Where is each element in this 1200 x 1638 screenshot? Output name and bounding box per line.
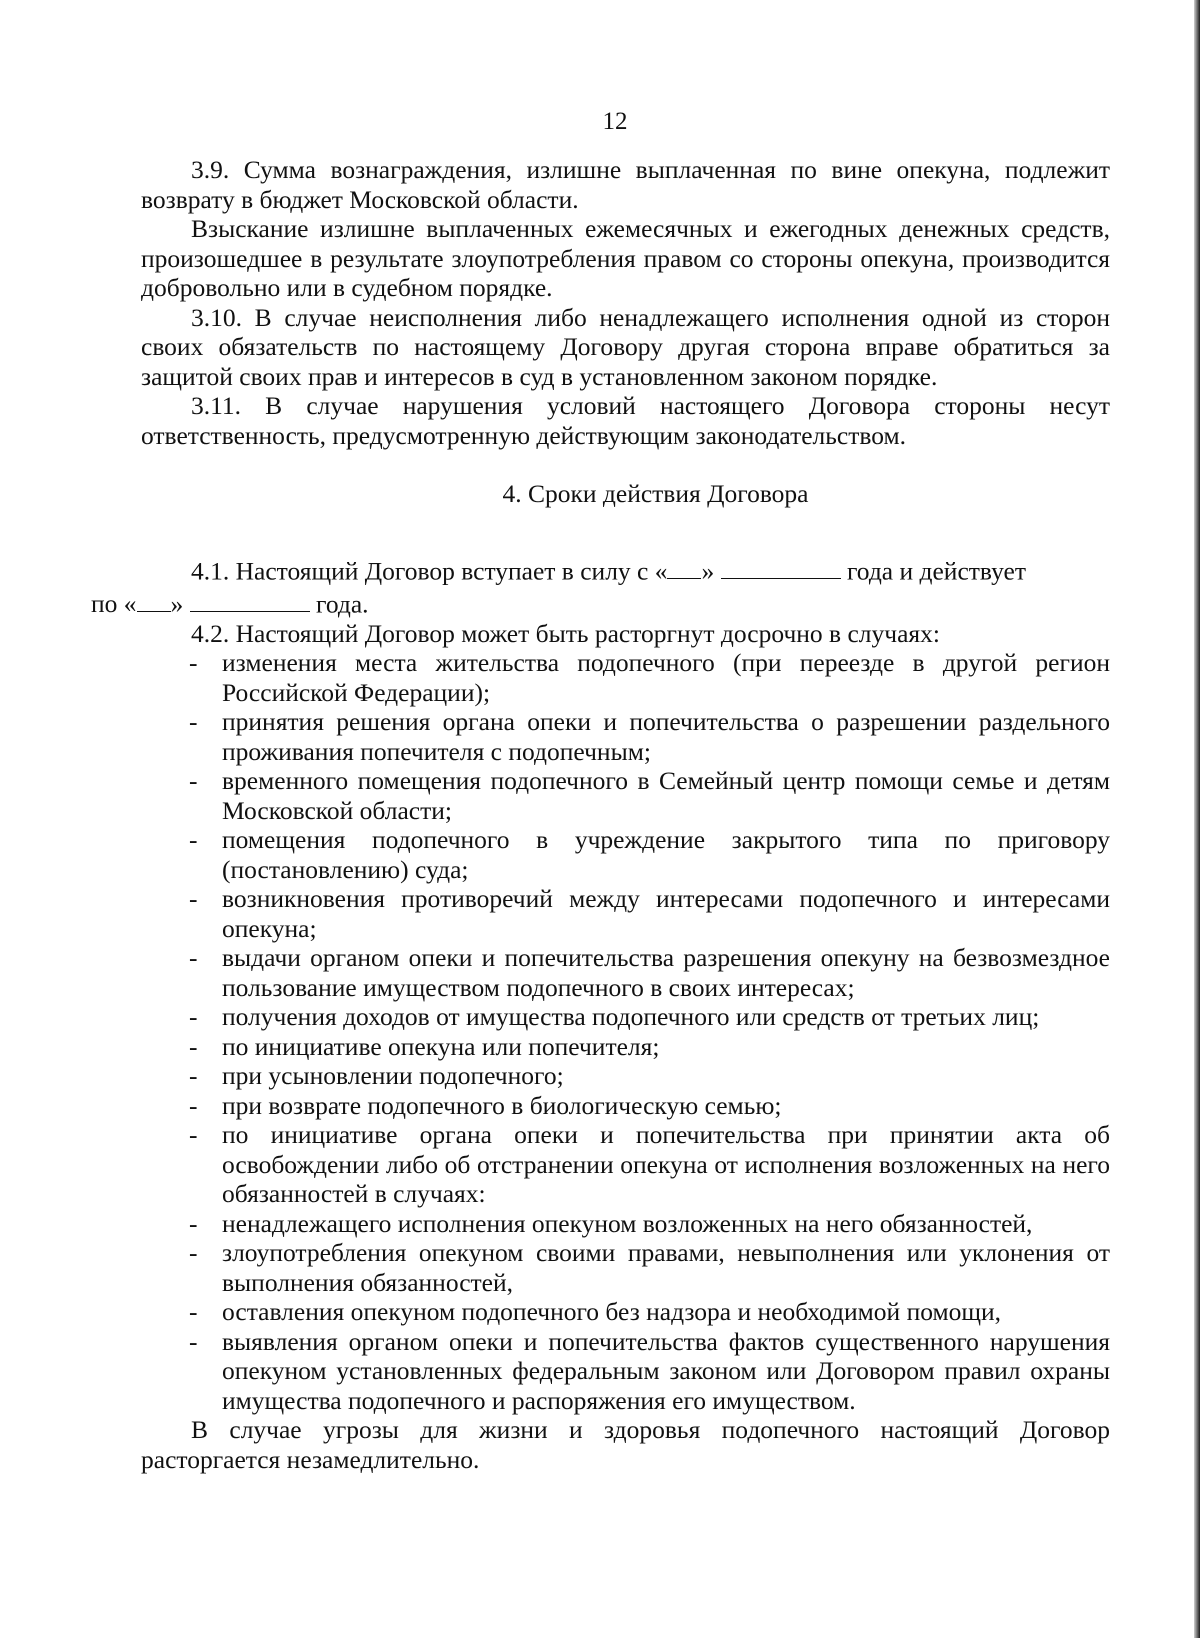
- dash-bullet: -: [189, 766, 198, 795]
- paragraph-3-11: 3.11. В случае нарушения условий настоящего Договора стороны несут ответственность, предусмотренную действующим законодательством.: [141, 391, 1110, 450]
- list-item: [141, 1297, 1110, 1327]
- list-item: [141, 766, 1110, 825]
- list-item-text: помещения подопечного в учреждение закрытого типа по приговору (постановлению) суда;: [222, 825, 1110, 884]
- paragraph-recovery: Взыскание излишне выплаченных ежемесячных и ежегодных денежных средств, произошедшее в результате злоупотребления правом со стороны опекуна, производится добровольно или в судебном порядке.: [141, 214, 1110, 302]
- list-item-text: временного помещения подопечного в Семейный центр помощи семье и детям Московской области;: [222, 766, 1110, 825]
- list-item: [141, 1120, 1110, 1209]
- list-item: [141, 1091, 1110, 1121]
- list-item-text: по инициативе опекуна или попечителя;: [222, 1031, 660, 1061]
- list-item-text: изменения места жительства подопечного (при переезде в другой регион Российской Федерации);: [222, 648, 1110, 707]
- clause-4-1-start: 4.1. Настоящий Договор вступает в силу с «: [191, 556, 668, 585]
- list-item: [141, 1061, 1110, 1091]
- list-item-text: возникновения противоречий между интересами подопечного и интересами опекуна;: [222, 884, 1110, 943]
- closing-paragraph: В случае угрозы для жизни и здоровья подопечного настоящий Договор расторгается незамедлительно.: [141, 1415, 1110, 1474]
- dash-bullet: -: [189, 1208, 198, 1238]
- end-month-blank: [190, 586, 310, 613]
- dash-bullet: -: [189, 825, 198, 854]
- clause-4-1-end-prefix: по «: [91, 589, 137, 618]
- dash-bullet: -: [189, 648, 198, 677]
- list-item-text: оставления опекуном подопечного без надзора и необходимой помощи,: [222, 1297, 1002, 1326]
- page-number: 12: [602, 108, 628, 135]
- list-item: [141, 707, 1110, 766]
- dash-bullet: -: [189, 1031, 198, 1061]
- document-body: [91, 155, 1110, 1474]
- list-item: [141, 648, 1110, 707]
- paragraph-3-9: 3.9. Сумма вознаграждения, излишне выплаченная по вине опекуна, подлежит возврату в бюджет Московской области.: [141, 155, 1110, 214]
- list-item-text: получения доходов от имущества подопечного или средств от третьих лиц;: [222, 1002, 1040, 1031]
- dash-bullet: -: [189, 1090, 198, 1120]
- dash-bullet: -: [189, 943, 198, 972]
- list-item-text: выдачи органом опеки и попечительства разрешения опекуну на безвозмездное пользование имуществом подопечного в своих интересах;: [222, 943, 1110, 1002]
- list-item-text: по инициативе органа опеки и попечительства при принятии акта об освобождении либо об отстранении опекуна от исполнения возложенных на него обязанностей в случаях:: [222, 1120, 1110, 1208]
- clause-4-1: [91, 553, 1110, 619]
- start-month-blank: [721, 553, 841, 580]
- termination-cases-list: [141, 648, 1110, 1415]
- dash-bullet: -: [189, 884, 198, 913]
- list-item-text: при возврате подопечного в биологическую семью;: [222, 1090, 782, 1120]
- list-item-text: злоупотребления опекуном своими правами, невыполнения или уклонения от выполнения обязанностей,: [222, 1238, 1110, 1297]
- dash-bullet: -: [189, 1002, 198, 1031]
- list-item: [141, 825, 1110, 884]
- list-item: [141, 1238, 1110, 1297]
- scan-edge: [1194, 0, 1200, 1638]
- dash-bullet: -: [189, 1326, 198, 1356]
- list-item-text: принятия решения органа опеки и попечительства о разрешении раздельного проживания попечителя с подопечным;: [222, 707, 1110, 766]
- dash-bullet: -: [189, 1120, 198, 1149]
- list-item: [141, 1327, 1110, 1416]
- list-item: [141, 1209, 1110, 1239]
- dash-bullet: -: [189, 1238, 198, 1267]
- list-item: [141, 884, 1110, 943]
- list-item: [141, 1032, 1110, 1062]
- clause-4-1-quote-close: »: [701, 556, 715, 585]
- end-day-blank: [137, 586, 171, 613]
- dash-bullet: -: [189, 707, 198, 736]
- clause-4-1-end-quote: »: [170, 589, 184, 618]
- list-item-text: выявления органом опеки и попечительства фактов существенного нарушения опекуном установленных федеральным законом или Договором правил охраны имущества подопечного и распоряжения его имуществом.: [222, 1326, 1110, 1415]
- section-heading: 4. Сроки действия Договора: [502, 479, 809, 508]
- clause-4-1-end: года.: [316, 589, 369, 618]
- clause-4-1-mid: года и действует: [846, 556, 1026, 585]
- dash-bullet: -: [189, 1061, 198, 1090]
- clause-4-2-intro: 4.2. Настоящий Договор может быть расторгнут досрочно в случаях:: [191, 618, 940, 648]
- start-day-blank: [667, 553, 701, 580]
- list-item-text: при усыновлении подопечного;: [222, 1061, 564, 1090]
- paragraph-3-10: 3.10. В случае неисполнения либо ненадлежащего исполнения одной из сторон своих обязательств по настоящему Договору другая сторона вправе обратиться за защитой своих прав и интересов в суд в установленном законом порядке.: [141, 302, 1110, 391]
- list-item: [141, 1002, 1110, 1032]
- dash-bullet: -: [189, 1297, 198, 1326]
- list-item-text: ненадлежащего исполнения опекуном возложенных на него обязанностей,: [222, 1208, 1033, 1238]
- list-item: [141, 943, 1110, 1002]
